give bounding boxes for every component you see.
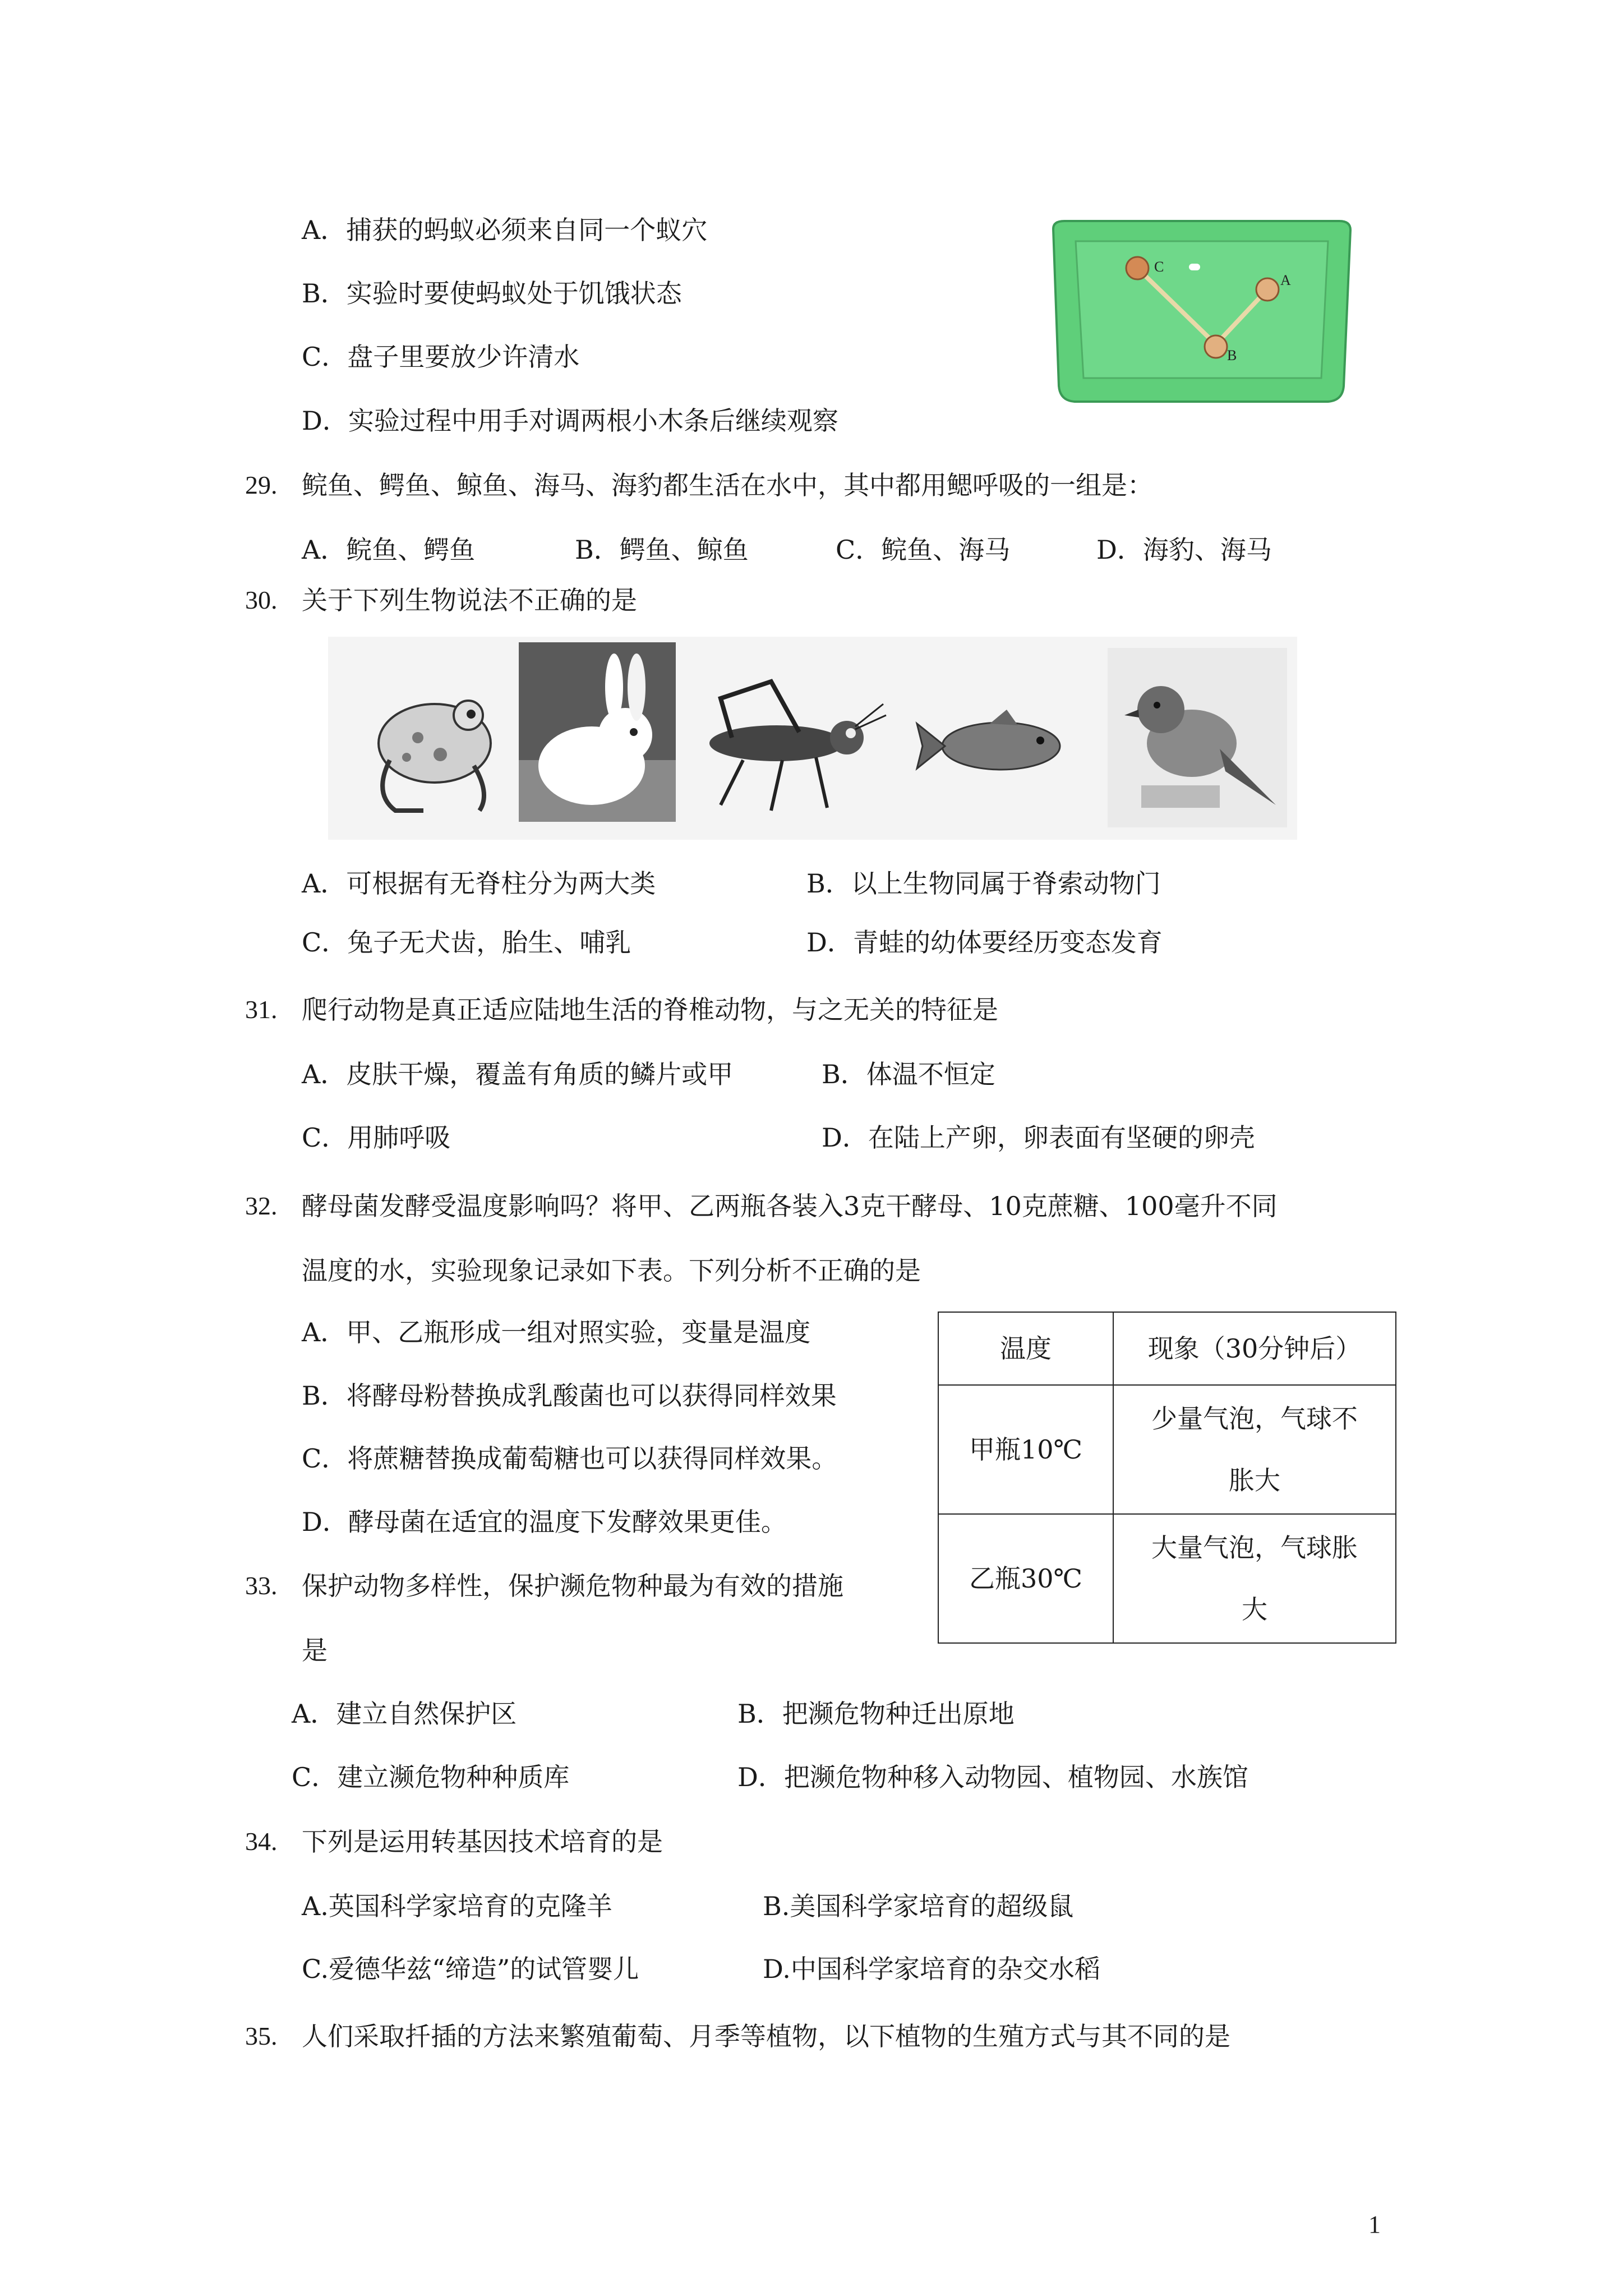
q29-option-c: C．鲩鱼、海马	[836, 535, 1011, 565]
page-number: 1	[1368, 2211, 1381, 2238]
q30-option-d: D．青蛙的幼体要经历变态发育	[806, 927, 1163, 958]
table-cell-result-line: 胀大	[1229, 1465, 1280, 1496]
q28-option-c: C．盘子里要放少许清水	[302, 342, 580, 372]
tray-label-c: C	[1154, 259, 1164, 275]
q32-number: 32.	[245, 1191, 278, 1220]
q29-option-b: B．鳄鱼、鲸鱼	[575, 535, 749, 565]
table-cell-result-line: 少量气泡，气球不	[1151, 1404, 1358, 1434]
table-cell-temp: 甲瓶10℃	[938, 1385, 1113, 1514]
fish-image	[911, 648, 1080, 827]
table-cell-temp: 乙瓶30℃	[938, 1514, 1113, 1643]
q29-stem: 鲩鱼、鳄鱼、鲸鱼、海马、海豹都生活在水中，其中都用鳃呼吸的一组是：	[302, 470, 1153, 500]
q29-number: 29.	[245, 471, 278, 499]
q30-option-b: B．以上生物同属于脊索动物门	[806, 868, 1161, 899]
ant-experiment-tray-figure	[1048, 218, 1355, 406]
grasshopper-image	[687, 648, 889, 827]
q35-stem: 人们采取扦插的方法来繁殖葡萄、月季等植物，以下植物的生殖方式与其不同的是	[302, 2021, 1230, 2051]
q28-option-d: D．实验过程中用手对调两根小木条后继续观察	[302, 406, 838, 436]
q35-number: 35.	[245, 2022, 278, 2050]
q30-number: 30.	[245, 586, 278, 614]
q34-option-d: D.中国科学家培育的杂交水稻	[763, 1954, 1100, 1984]
q33-option-b: B．把濒危物种迁出原地	[737, 1699, 1015, 1729]
table-cell-result	[1113, 1385, 1396, 1514]
q28-option-b: B．实验时要使蚂蚁处于饥饿状态	[302, 278, 682, 309]
q31-number: 31.	[245, 995, 278, 1024]
table-row	[938, 1385, 1396, 1514]
q32-option-c: C．将蔗糖替换成葡萄糖也可以获得同样效果。	[302, 1443, 838, 1474]
q32-option-a: A．甲、乙瓶形成一组对照实验，变量是温度	[302, 1317, 811, 1347]
tray-label-a: A	[1280, 272, 1291, 288]
table-cell-result-line: 大	[1242, 1594, 1267, 1625]
q34-option-b: B.美国科学家培育的超级鼠	[763, 1891, 1074, 1921]
tray-label-b: B	[1227, 347, 1237, 364]
q33-number: 33.	[245, 1571, 278, 1600]
q32-option-b: B．将酵母粉替换成乳酸菌也可以获得同样效果	[302, 1381, 837, 1411]
q33-stem-line1: 保护动物多样性，保护濒危物种最为有效的措施	[302, 1571, 843, 1601]
animals-image-strip	[328, 637, 1297, 840]
table-header-temp: 温度	[938, 1312, 1113, 1385]
q28-option-a: A．捕获的蚂蚁必须来自同一个蚁穴	[302, 215, 708, 245]
fermentation-table	[938, 1312, 1396, 1644]
frog-image	[351, 648, 519, 827]
q31-option-c: C．用肺呼吸	[302, 1122, 451, 1153]
q33-option-a: A．建立自然保护区	[292, 1699, 517, 1729]
table-header-result: 现象（30分钟后）	[1113, 1312, 1396, 1385]
q34-number: 34.	[245, 1827, 278, 1856]
table-cell-result	[1113, 1514, 1396, 1643]
q33-option-d: D．把濒危物种移入动物园、植物园、水族馆	[737, 1762, 1248, 1792]
q29-option-d: D．海豹、海马	[1096, 535, 1272, 565]
q32-stem-line1: 酵母菌发酵受温度影响吗？将甲、乙两瓶各装入3克干酵母、10克蔗糖、100毫升不同	[302, 1191, 1278, 1221]
q32-stem-line2: 温度的水，实验现象记录如下表。下列分析不正确的是	[302, 1255, 921, 1286]
q31-option-a: A．皮肤干燥，覆盖有角质的鳞片或甲	[302, 1059, 734, 1089]
q34-stem: 下列是运用转基因技术培育的是	[302, 1826, 663, 1857]
q34-option-a: A.英国科学家培育的克隆羊	[302, 1891, 612, 1921]
q30-stem: 关于下列生物说法不正确的是	[302, 585, 637, 615]
table-header-row	[938, 1312, 1396, 1385]
q30-option-a: A．可根据有无脊柱分为两大类	[302, 868, 656, 899]
q30-option-c: C．兔子无犬齿，胎生、哺乳	[302, 927, 631, 958]
q31-stem: 爬行动物是真正适应陆地生活的脊椎动物，与之无关的特征是	[302, 995, 998, 1025]
table-row	[938, 1514, 1396, 1643]
q29-option-a: A．鲩鱼、鳄鱼	[302, 535, 476, 565]
q31-option-b: B．体温不恒定	[822, 1059, 995, 1089]
table-cell-result-line: 大量气泡，气球胀	[1151, 1533, 1358, 1563]
q34-option-c: C.爱德华兹“缔造”的试管婴儿	[302, 1954, 639, 1984]
rabbit-image	[519, 642, 676, 822]
q33-stem-line2: 是	[302, 1635, 328, 1665]
q32-option-d: D．酵母菌在适宜的温度下发酵效果更佳。	[302, 1507, 787, 1537]
q31-option-d: D．在陆上产卵，卵表面有坚硬的卵壳	[822, 1122, 1255, 1153]
q33-option-c: C．建立濒危物种种质库	[292, 1762, 570, 1792]
sparrow-image	[1108, 648, 1287, 827]
